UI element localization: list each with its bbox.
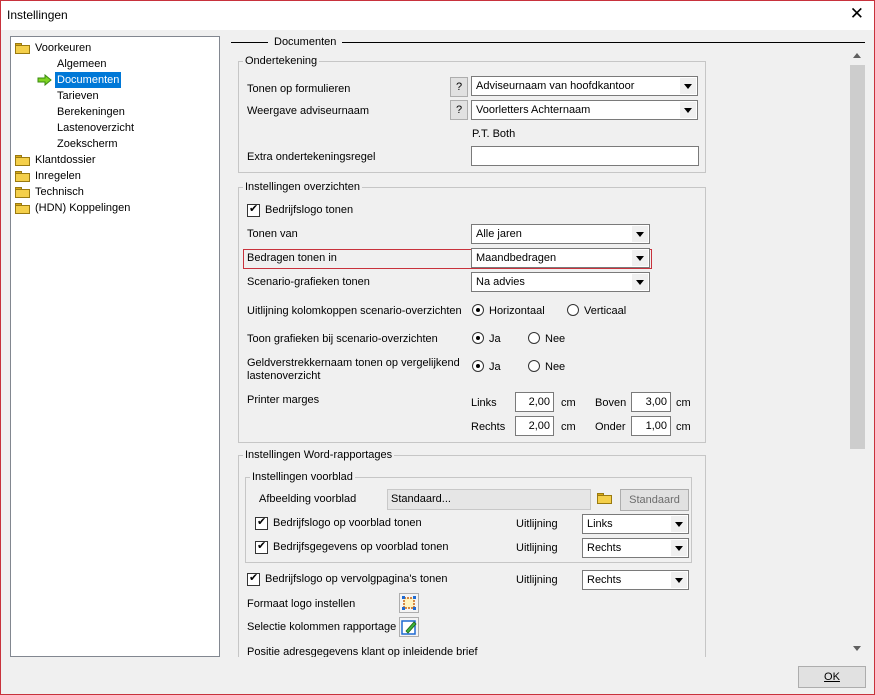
edit-columns-icon[interactable] (399, 617, 419, 637)
geldverstrekker-nee-radio[interactable] (528, 360, 540, 372)
chevron-down-icon (680, 102, 696, 118)
geldverstrekkernaam-label: Geldverstrekkernaam tonen op vergelijkend lastenoverzicht (247, 357, 460, 382)
title-bar (1, 1, 874, 30)
scenario-grafieken-select[interactable] (471, 272, 650, 292)
tree-item-label: Klantdossier (35, 154, 96, 166)
tree-item-documenten[interactable] (37, 72, 137, 88)
folder-icon (15, 187, 30, 198)
uitlijning-verticaal-radio[interactable] (567, 304, 579, 316)
tree-item-label: (HDN) Koppelingen (35, 202, 131, 214)
chevron-down-icon (671, 516, 687, 532)
tonen-op-formulieren-label: Tonen op formulieren (247, 83, 351, 95)
help-button[interactable]: ? (450, 100, 468, 120)
rechts-margin-input[interactable]: 2,00 (515, 416, 554, 436)
chevron-down-icon (680, 78, 696, 94)
tree-item-lastenoverzicht[interactable]: Lastenoverzicht (57, 122, 135, 134)
chevron-down-icon (632, 274, 648, 290)
selectie-kolommen-label: Selectie kolommen rapportage (247, 621, 397, 633)
unit-label: cm (561, 421, 576, 433)
green-arrow-icon (37, 74, 52, 86)
tree-item-label: Technisch (35, 186, 84, 198)
tree-item-tarieven[interactable]: Tarieven (57, 90, 99, 102)
vertical-scrollbar[interactable] (849, 47, 866, 657)
geldverstrekker-ja-radio[interactable] (472, 360, 484, 372)
toon-grafieken-ja-radio[interactable] (472, 332, 484, 344)
uitlijning-verticaal-label: Verticaal (584, 305, 627, 317)
afbeelding-voorblad-label: Afbeelding voorblad (259, 493, 357, 505)
resize-logo-icon[interactable] (399, 593, 419, 613)
uitlijning-horizontaal-radio[interactable] (472, 304, 484, 316)
tonen-van-select[interactable] (471, 224, 650, 244)
chevron-down-icon (632, 250, 648, 266)
weergave-adviseurnaam-select[interactable] (471, 100, 698, 120)
nee-label: Nee (545, 333, 566, 345)
logo-vervolg-checkbox[interactable] (247, 573, 260, 586)
weergave-adviseurnaam-label: Weergave adviseurnaam (247, 105, 370, 117)
gegevens-voorblad-uitlijning-select[interactable] (582, 538, 689, 558)
afbeelding-voorblad-field (387, 489, 591, 510)
gegevens-voorblad-checkbox[interactable] (255, 541, 268, 554)
folder-icon[interactable] (597, 493, 612, 504)
rechts-label: Rechts (471, 421, 506, 433)
toon-grafieken-nee-radio[interactable] (528, 332, 540, 344)
ja-label: Ja (489, 361, 501, 373)
uitlijning-label: Uitlijning (516, 542, 558, 554)
scroll-up-icon[interactable] (849, 47, 866, 64)
tree-item-berekeningen[interactable]: Berekeningen (57, 106, 125, 118)
folder-icon (15, 155, 30, 166)
onder-margin-input[interactable]: 1,00 (631, 416, 671, 436)
ok-button[interactable] (798, 666, 866, 688)
select-value: Links (587, 518, 613, 530)
uitlijning-kolomkoppen-label: Uitlijning kolomkoppen scenario-overzichten (247, 305, 462, 317)
boven-margin-input[interactable]: 3,00 (631, 392, 671, 412)
links-label: Links (471, 397, 497, 409)
select-value: Adviseurnaam van hoofdkantoor (476, 80, 635, 92)
folder-icon (15, 171, 30, 182)
tree-item-label: Inregelen (35, 170, 81, 182)
select-value: Voorletters Achternaam (476, 104, 591, 116)
logo-voorblad-uitlijning-select[interactable] (582, 514, 689, 534)
chevron-down-icon (671, 540, 687, 556)
printer-marges-label: Printer marges (247, 394, 320, 406)
adviseurnaam-preview: P.T. Both (472, 128, 516, 140)
scenario-grafieken-label: Scenario-grafieken tonen (247, 276, 370, 288)
select-value: Alle jaren (476, 228, 522, 240)
scrollbar-thumb[interactable] (850, 65, 865, 449)
tonen-op-formulieren-select[interactable] (471, 76, 698, 96)
select-value: Na advies (476, 276, 525, 288)
extra-ondertekeningsregel-label: Extra ondertekeningsregel (247, 151, 376, 163)
group-legend: Instellingen voorblad (252, 471, 353, 483)
bedragen-tonen-in-select[interactable] (471, 248, 650, 268)
chevron-down-icon (671, 572, 687, 588)
unit-label: cm (561, 397, 576, 409)
afbeelding-voorblad-value: Standaard... (391, 493, 451, 505)
tonen-van-label: Tonen van (247, 228, 298, 240)
folder-icon (15, 203, 30, 214)
close-icon[interactable]: ✕ (849, 4, 864, 23)
unit-label: cm (676, 421, 691, 433)
group-legend: Instellingen Word-rapportages (245, 449, 393, 461)
logo-vervolg-uitlijning-select[interactable] (582, 570, 689, 590)
uitlijning-horizontaal-label: Horizontaal (489, 305, 545, 317)
unit-label: cm (676, 397, 691, 409)
select-value: Rechts (587, 542, 622, 554)
links-margin-input[interactable]: 2,00 (515, 392, 554, 412)
uitlijning-label: Uitlijning (516, 574, 558, 586)
scroll-down-icon[interactable] (849, 640, 866, 657)
formaat-logo-label: Formaat logo instellen (247, 598, 356, 610)
extra-ondertekeningsregel-input[interactable] (471, 146, 699, 166)
bedragen-tonen-in-label: Bedragen tonen in (247, 252, 337, 264)
onder-label: Onder (595, 421, 626, 433)
page-title: Documenten (268, 36, 342, 48)
standaard-button[interactable]: Standaard (620, 489, 689, 511)
settings-tree (10, 36, 220, 657)
gegevens-voorblad-label: Bedrijfsgegevens op voorblad tonen (273, 541, 449, 553)
nee-label: Nee (545, 361, 566, 373)
group-legend: Ondertekening (245, 55, 318, 67)
help-button[interactable]: ? (450, 77, 468, 97)
logo-vervolg-label: Bedrijfslogo op vervolgpagina's tonen (265, 573, 448, 585)
folder-icon (15, 43, 30, 54)
uitlijning-label: Uitlijning (516, 518, 558, 530)
select-value: Maandbedragen (476, 252, 557, 264)
bedrijfslogo-tonen-checkbox[interactable] (247, 204, 260, 217)
boven-label: Boven (595, 397, 627, 409)
positie-adresgegevens-label: Positie adresgegevens klant op inleidende brief (247, 646, 478, 657)
chevron-down-icon (632, 226, 648, 242)
tree-item-algemeen[interactable]: Algemeen (57, 58, 107, 70)
bedrijfslogo-tonen-label: Bedrijfslogo tonen (265, 204, 354, 216)
tree-item-label: Voorkeuren (35, 42, 92, 54)
tree-item-zoekscherm[interactable]: Zoekscherm (57, 138, 118, 150)
tree-item-label: Documenten (57, 74, 120, 86)
settings-panel (231, 47, 865, 657)
toon-grafieken-label: Toon grafieken bij scenario-overzichten (247, 333, 438, 345)
ok-button-label: OK (824, 671, 840, 683)
logo-voorblad-label: Bedrijfslogo op voorblad tonen (273, 517, 422, 529)
select-value: Rechts (587, 574, 622, 586)
window-title: Instellingen (7, 8, 68, 22)
logo-voorblad-checkbox[interactable] (255, 517, 268, 530)
ja-label: Ja (489, 333, 501, 345)
group-legend: Instellingen overzichten (245, 181, 360, 193)
